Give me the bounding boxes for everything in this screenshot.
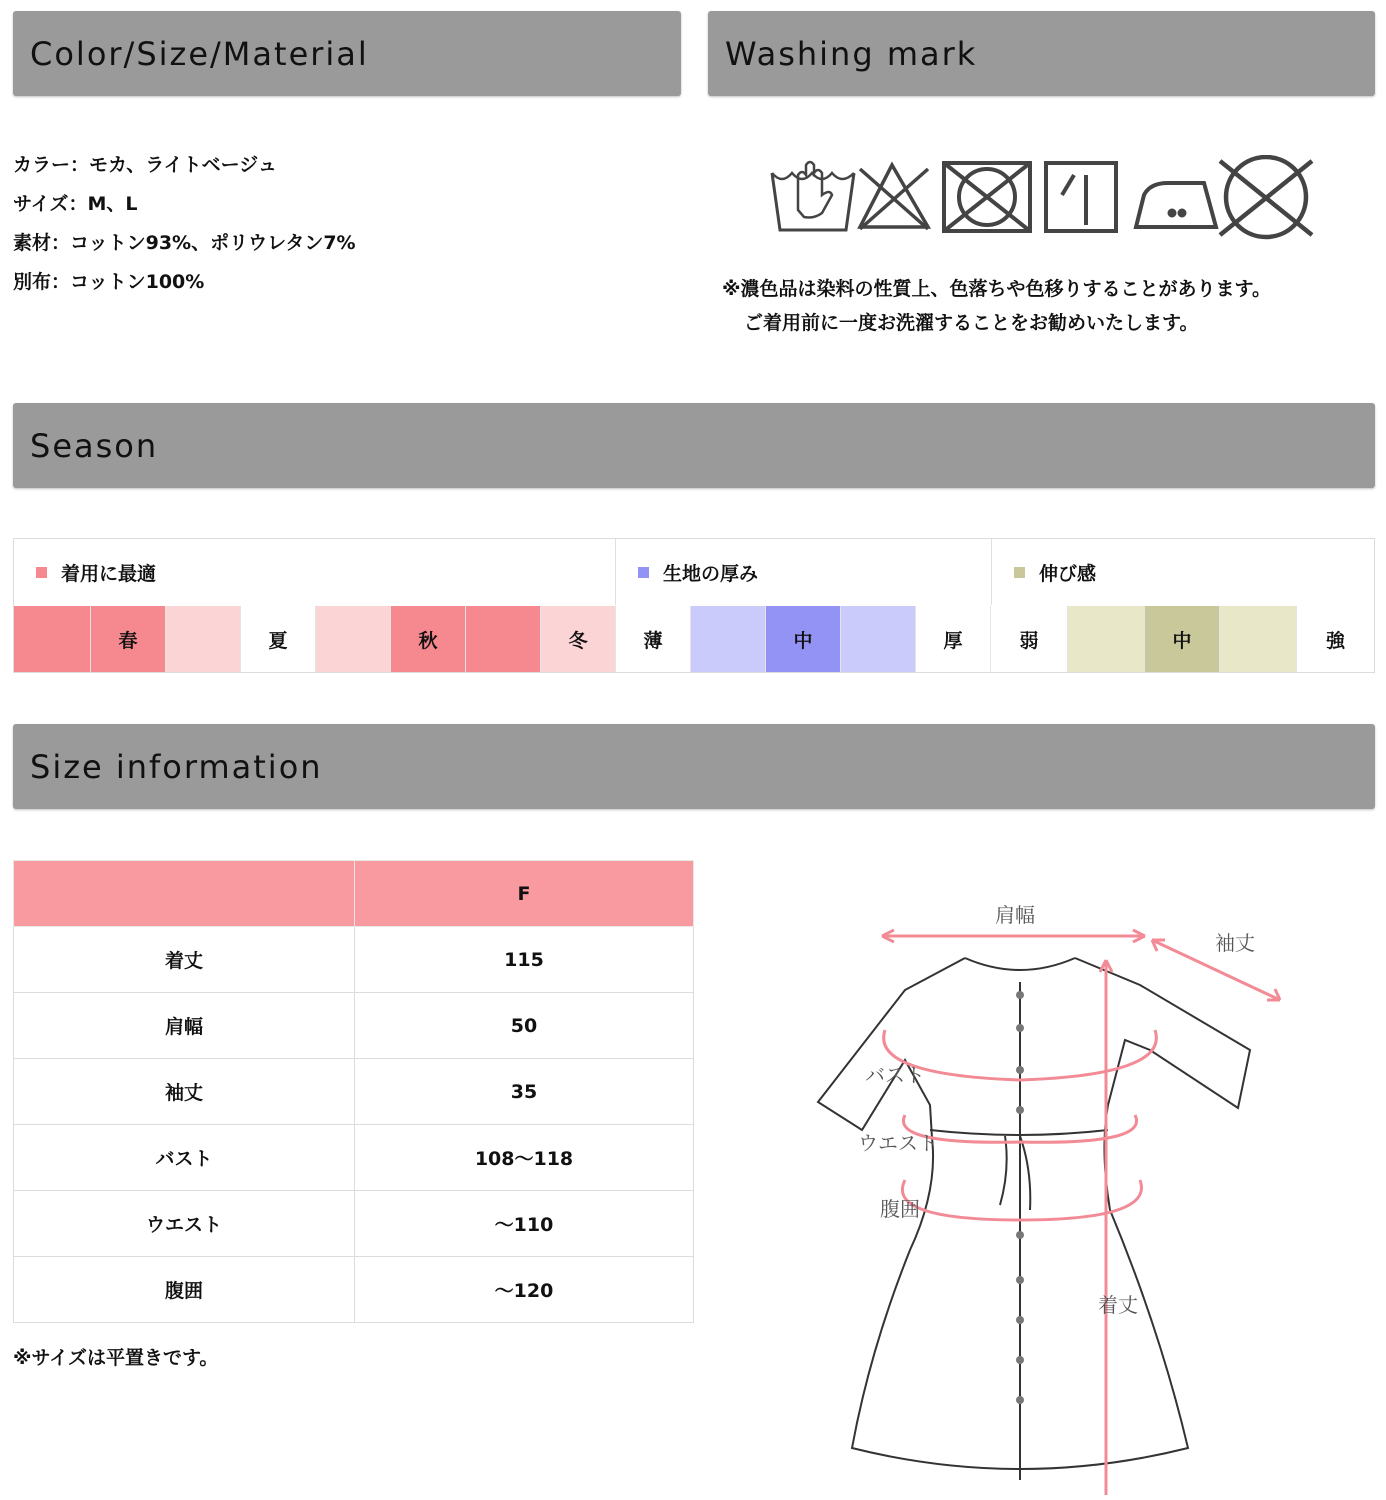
dress-diagram <box>810 890 1300 1500</box>
stretch-swatch <box>1014 567 1025 578</box>
washing-icons <box>768 155 1316 240</box>
size-label: 袖丈 <box>14 1059 355 1125</box>
diagram-label-length: 着丈 <box>1098 1293 1138 1317</box>
season-scale-row <box>14 606 1374 672</box>
season-scale-cell: 中 <box>1145 606 1220 672</box>
diagram-label-shoulder: 肩幅 <box>995 903 1035 927</box>
season-category-label: 着用に最適 <box>61 562 157 585</box>
season-scale-cell: 薄 <box>616 606 691 672</box>
diagram-label-sleeve: 袖丈 <box>1215 931 1255 955</box>
season-chart <box>13 538 1375 673</box>
diagram-label-waist: ウエスト <box>858 1131 938 1155</box>
season-scale-cell: 厚 <box>916 606 991 672</box>
season-scale-cell: 強 <box>1297 606 1374 672</box>
diagram-label-bust: バスト <box>865 1063 925 1087</box>
table-row <box>14 993 694 1059</box>
season-scale-cell <box>166 606 241 672</box>
measure-lines <box>882 930 1280 1495</box>
size-note: ※サイズは平置きです。 <box>13 1347 219 1369</box>
season-scale-cell <box>1220 606 1297 672</box>
washing-note-line-1: ※濃色品は染料の性質上、色落ちや色移りすることがあります。 <box>722 278 1271 300</box>
no-tumble-dry-icon <box>944 163 1030 231</box>
season-scale-cell <box>14 606 91 672</box>
washing-note <box>722 272 1271 340</box>
header-washing-mark: Washing mark <box>708 11 1375 96</box>
season-scale-cell <box>466 606 541 672</box>
table-row <box>14 1191 694 1257</box>
product-info <box>13 150 356 306</box>
info-color: カラー：モカ、ライトベージュ <box>13 154 277 176</box>
table-row <box>14 1125 694 1191</box>
season-scale-cell <box>691 606 766 672</box>
season-scale-cell: 秋 <box>391 606 466 672</box>
info-size: サイズ：M、L <box>13 193 138 215</box>
info-sub-fabric: 別布：コットン100% <box>13 271 205 293</box>
size-label: バスト <box>14 1125 355 1191</box>
season-scale-cell: 春 <box>91 606 166 672</box>
season-category-thickness <box>616 539 992 605</box>
size-value: 115 <box>355 927 694 993</box>
season-category-stretch <box>992 539 1376 605</box>
size-label: ウエスト <box>14 1191 355 1257</box>
table-row <box>14 1257 694 1323</box>
header-size-information: Size information <box>13 724 1375 809</box>
thickness-category-label: 生地の厚み <box>663 562 759 585</box>
line-dry-icon <box>1046 163 1116 231</box>
season-scale-cell: 夏 <box>241 606 316 672</box>
info-material: 素材：コットン93%、ポリウレタン7% <box>13 232 356 254</box>
no-bleach-icon <box>860 165 928 229</box>
iron-medium-icon <box>1136 183 1216 227</box>
season-swatch <box>36 567 47 578</box>
season-scale-cell: 弱 <box>991 606 1068 672</box>
size-label: 腹囲 <box>14 1257 355 1323</box>
header-color-size-material: Color/Size/Material <box>13 11 681 96</box>
size-value: ～120 <box>355 1257 694 1323</box>
season-scale-cell: 中 <box>766 606 841 672</box>
season-scale-cell <box>316 606 391 672</box>
size-column-header: F <box>355 861 694 927</box>
season-category-best-wear <box>14 539 616 605</box>
season-scale-cell <box>1068 606 1145 672</box>
table-row <box>14 927 694 993</box>
size-value: 50 <box>355 993 694 1059</box>
size-value: 108～118 <box>355 1125 694 1191</box>
thickness-swatch <box>638 567 649 578</box>
header-season: Season <box>13 403 1375 488</box>
hand-wash-icon <box>772 162 854 230</box>
season-scale-cell <box>841 606 916 672</box>
size-label: 着丈 <box>14 927 355 993</box>
size-table-corner <box>14 861 355 927</box>
table-row <box>14 1059 694 1125</box>
size-value: 35 <box>355 1059 694 1125</box>
diagram-label-hip: 腹囲 <box>880 1197 920 1221</box>
stretch-category-label: 伸び感 <box>1039 562 1097 585</box>
size-label: 肩幅 <box>14 993 355 1059</box>
no-dry-clean-icon <box>1220 157 1312 237</box>
season-scale-cell: 冬 <box>541 606 616 672</box>
washing-note-line-2: ご着用前に一度お洗濯することをお勧めいたします。 <box>744 312 1199 334</box>
size-table-header-row <box>14 861 694 927</box>
size-value: ～110 <box>355 1191 694 1257</box>
size-table <box>13 860 694 1323</box>
